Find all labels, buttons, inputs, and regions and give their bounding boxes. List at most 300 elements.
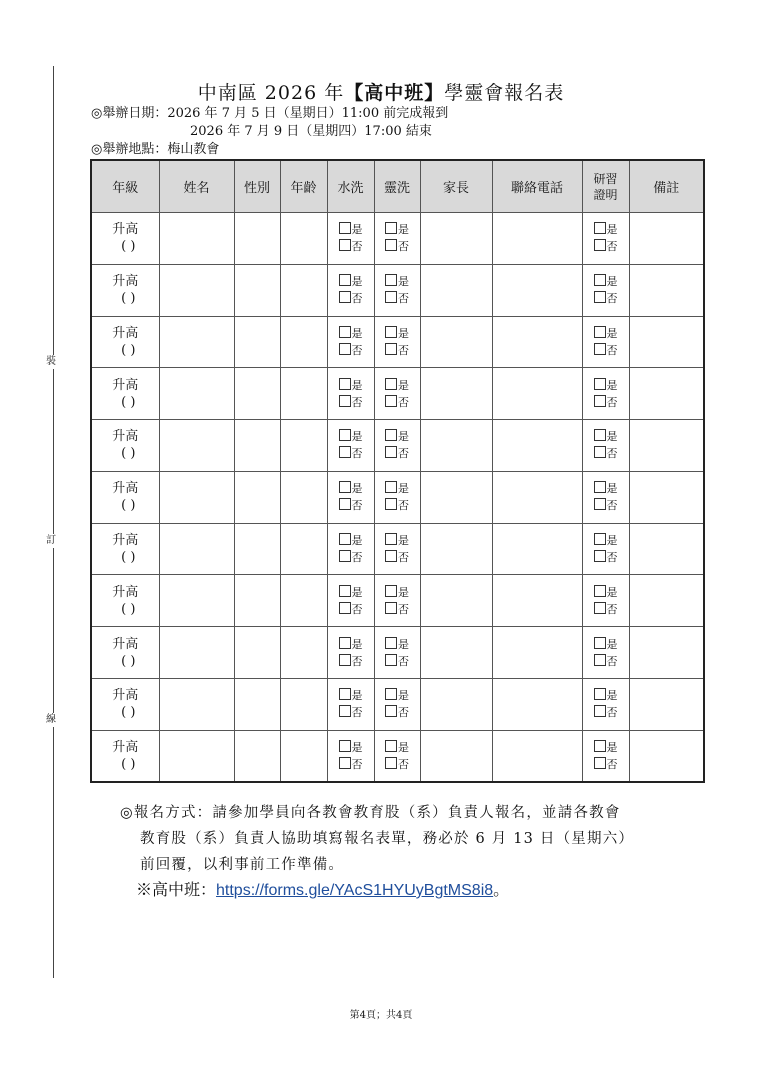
- no-label: 否: [606, 240, 618, 254]
- grade-label: 升高: [112, 274, 139, 290]
- yes-checkbox[interactable]: [339, 274, 351, 286]
- certificate-cell: [582, 471, 629, 523]
- table-row: [91, 264, 704, 316]
- note-line-3: 前回覆，以利事前工作準備。: [140, 857, 345, 873]
- yes-label: 是: [351, 585, 363, 599]
- table-row: [91, 730, 704, 782]
- yes-label: 是: [351, 740, 363, 754]
- certificate-cell: [582, 523, 629, 575]
- event-location-line: ◎舉辦地點：梅山教會: [91, 142, 220, 157]
- binding-mark-xian: 線: [46, 714, 56, 725]
- spirit-baptism-cell: [374, 264, 420, 316]
- water-baptism-cell: [327, 368, 374, 420]
- header-gender: 性別: [234, 160, 280, 213]
- parent-cell[interactable]: [420, 678, 492, 730]
- phone-cell[interactable]: [492, 471, 582, 523]
- phone-cell[interactable]: [492, 264, 582, 316]
- no-checkbox[interactable]: [339, 395, 351, 407]
- no-label: 否: [398, 706, 409, 720]
- yes-label: 是: [398, 430, 409, 444]
- grade-paren[interactable]: ( ): [121, 446, 136, 462]
- no-checkbox[interactable]: [385, 291, 397, 303]
- event-date-line: ◎舉辦日期：2026 年 7 月 5 日（星期日）11:00 前完成報到: [91, 106, 449, 121]
- water-baptism-cell: [327, 730, 374, 782]
- remarks-cell[interactable]: [629, 264, 704, 316]
- yes-label: 是: [398, 585, 409, 599]
- yes-label: 是: [351, 430, 363, 444]
- spirit-baptism-cell: [374, 213, 420, 265]
- table-row: [91, 420, 704, 472]
- gender-cell[interactable]: [234, 678, 280, 730]
- water-baptism-cell: [327, 471, 374, 523]
- grade-label: 升高: [112, 688, 139, 704]
- no-label: 否: [398, 343, 409, 357]
- grade-cell[interactable]: [91, 368, 159, 420]
- yes-checkbox[interactable]: [594, 585, 606, 597]
- form-link-prefix: ※高中班：: [136, 882, 217, 899]
- no-checkbox[interactable]: [385, 602, 397, 614]
- no-label: 否: [398, 654, 409, 668]
- certificate-cell: [582, 420, 629, 472]
- page-footer: 第4頁；共4頁: [349, 1010, 413, 1021]
- parent-cell[interactable]: [420, 575, 492, 627]
- certificate-cell: [582, 213, 629, 265]
- gender-cell[interactable]: [234, 264, 280, 316]
- yes-checkbox[interactable]: [385, 378, 397, 390]
- grade-cell[interactable]: [91, 420, 159, 472]
- no-checkbox[interactable]: [594, 757, 606, 769]
- age-cell[interactable]: [280, 523, 327, 575]
- no-label: 否: [351, 706, 363, 720]
- spirit-baptism-cell: [374, 420, 420, 472]
- gender-cell[interactable]: [234, 575, 280, 627]
- grade-paren[interactable]: ( ): [121, 498, 136, 514]
- phone-cell[interactable]: [492, 575, 582, 627]
- header-remarks: 備註: [629, 160, 704, 213]
- yes-checkbox[interactable]: [339, 688, 351, 700]
- gender-cell[interactable]: [234, 316, 280, 368]
- title-highlight: 【高中班】: [344, 82, 445, 104]
- grade-paren[interactable]: ( ): [121, 291, 136, 307]
- yes-checkbox[interactable]: [385, 740, 397, 752]
- remarks-cell[interactable]: [629, 523, 704, 575]
- binding-line: [53, 66, 54, 978]
- header-certificate: [582, 160, 629, 213]
- no-label: 否: [606, 654, 618, 668]
- spirit-baptism-cell: [374, 678, 420, 730]
- yes-label: 是: [398, 689, 409, 703]
- parent-cell[interactable]: [420, 471, 492, 523]
- certificate-cell: [582, 264, 629, 316]
- no-label: 否: [351, 343, 363, 357]
- registration-notes: [120, 800, 710, 904]
- no-label: 否: [398, 499, 409, 513]
- name-cell[interactable]: [159, 730, 234, 782]
- grade-paren[interactable]: ( ): [121, 394, 136, 410]
- gender-cell[interactable]: [234, 730, 280, 782]
- no-label: 否: [398, 292, 409, 306]
- yes-label: 是: [351, 689, 363, 703]
- phone-cell[interactable]: [492, 368, 582, 420]
- yes-checkbox[interactable]: [594, 429, 606, 441]
- no-label: 否: [398, 447, 409, 461]
- age-cell[interactable]: [280, 420, 327, 472]
- spirit-baptism-cell: [374, 523, 420, 575]
- gender-cell[interactable]: [234, 471, 280, 523]
- no-label: 否: [606, 499, 618, 513]
- grade-label: 升高: [112, 584, 139, 600]
- yes-label: 是: [606, 585, 618, 599]
- grade-cell[interactable]: [91, 523, 159, 575]
- phone-cell[interactable]: [492, 730, 582, 782]
- yes-checkbox[interactable]: [339, 637, 351, 649]
- no-label: 否: [606, 602, 618, 616]
- no-checkbox[interactable]: [594, 602, 606, 614]
- no-checkbox[interactable]: [385, 395, 397, 407]
- no-label: 否: [606, 292, 618, 306]
- yes-checkbox[interactable]: [385, 688, 397, 700]
- remarks-cell[interactable]: [629, 678, 704, 730]
- spirit-baptism-cell: [374, 368, 420, 420]
- grade-cell[interactable]: [91, 627, 159, 679]
- remarks-cell[interactable]: [629, 213, 704, 265]
- parent-cell[interactable]: [420, 730, 492, 782]
- yes-label: 是: [351, 275, 363, 289]
- yes-label: 是: [351, 637, 363, 651]
- no-label: 否: [398, 602, 409, 616]
- yes-checkbox[interactable]: [385, 222, 397, 234]
- no-label: 否: [606, 550, 618, 564]
- grade-paren[interactable]: ( ): [121, 705, 136, 721]
- no-checkbox[interactable]: [339, 654, 351, 666]
- table-row: [91, 575, 704, 627]
- yes-checkbox[interactable]: [594, 378, 606, 390]
- no-checkbox[interactable]: [385, 498, 397, 510]
- yes-checkbox[interactable]: [339, 481, 351, 493]
- yes-checkbox[interactable]: [385, 481, 397, 493]
- age-cell[interactable]: [280, 678, 327, 730]
- parent-cell[interactable]: [420, 523, 492, 575]
- yes-label: 是: [351, 533, 363, 547]
- yes-checkbox[interactable]: [385, 429, 397, 441]
- name-cell[interactable]: [159, 368, 234, 420]
- name-cell[interactable]: [159, 213, 234, 265]
- header-certificate-line1: 研習: [593, 171, 618, 186]
- header-certificate-line2: 證明: [593, 187, 618, 202]
- certificate-cell: [582, 730, 629, 782]
- header-parent: 家長: [420, 160, 492, 213]
- note-line-2: 教育股（系）負責人協助填寫報名表單，務必於 6 月 13 日（星期六）: [140, 831, 635, 847]
- yes-checkbox[interactable]: [385, 533, 397, 545]
- name-cell[interactable]: [159, 575, 234, 627]
- note-line-1: ◎報名方式：請參加學員向各教會教育股（系）負責人報名，並請各教會: [120, 805, 621, 821]
- no-checkbox[interactable]: [385, 654, 397, 666]
- no-checkbox[interactable]: [385, 239, 397, 251]
- gender-cell[interactable]: [234, 213, 280, 265]
- water-baptism-cell: [327, 264, 374, 316]
- name-cell[interactable]: [159, 678, 234, 730]
- form-link-suffix: 。: [493, 882, 510, 899]
- no-checkbox[interactable]: [594, 550, 606, 562]
- phone-cell[interactable]: [492, 627, 582, 679]
- table-row: [91, 213, 704, 265]
- event-end-line: 2026 年 7 月 9 日（星期四）17:00 結束: [190, 124, 432, 139]
- no-label: 否: [351, 499, 363, 513]
- no-checkbox[interactable]: [339, 239, 351, 251]
- phone-cell[interactable]: [492, 213, 582, 265]
- water-baptism-cell: [327, 575, 374, 627]
- no-label: 否: [398, 240, 409, 254]
- spirit-baptism-cell: [374, 471, 420, 523]
- gender-cell[interactable]: [234, 627, 280, 679]
- yes-checkbox[interactable]: [339, 429, 351, 441]
- yes-checkbox[interactable]: [594, 740, 606, 752]
- page-title: [0, 78, 762, 105]
- table-row: [91, 678, 704, 730]
- yes-label: 是: [351, 482, 363, 496]
- parent-cell[interactable]: [420, 420, 492, 472]
- phone-cell[interactable]: [492, 523, 582, 575]
- no-checkbox[interactable]: [339, 343, 351, 355]
- no-label: 否: [351, 292, 363, 306]
- age-cell[interactable]: [280, 213, 327, 265]
- yes-checkbox[interactable]: [385, 637, 397, 649]
- grade-label: 升高: [112, 377, 139, 393]
- yes-checkbox[interactable]: [339, 378, 351, 390]
- grade-paren[interactable]: ( ): [121, 601, 136, 617]
- parent-cell[interactable]: [420, 316, 492, 368]
- no-checkbox[interactable]: [594, 239, 606, 251]
- registration-table: [90, 159, 705, 783]
- yes-label: 是: [606, 482, 618, 496]
- remarks-cell[interactable]: [629, 368, 704, 420]
- grade-cell[interactable]: [91, 575, 159, 627]
- gender-cell[interactable]: [234, 420, 280, 472]
- no-label: 否: [351, 240, 363, 254]
- spirit-baptism-cell: [374, 316, 420, 368]
- table-row: [91, 368, 704, 420]
- no-label: 否: [398, 395, 409, 409]
- yes-label: 是: [398, 223, 409, 237]
- age-cell[interactable]: [280, 575, 327, 627]
- phone-cell[interactable]: [492, 316, 582, 368]
- table-row: [91, 627, 704, 679]
- name-cell[interactable]: [159, 471, 234, 523]
- table-row: [91, 316, 704, 368]
- title-suffix: 學靈會報名表: [444, 82, 565, 104]
- name-cell[interactable]: [159, 523, 234, 575]
- grade-cell[interactable]: [91, 264, 159, 316]
- no-checkbox[interactable]: [385, 446, 397, 458]
- yes-checkbox[interactable]: [594, 326, 606, 338]
- yes-label: 是: [398, 378, 409, 392]
- certificate-cell: [582, 368, 629, 420]
- yes-label: 是: [606, 637, 618, 651]
- grade-label: 升高: [112, 739, 139, 755]
- parent-cell[interactable]: [420, 627, 492, 679]
- spirit-baptism-cell: [374, 627, 420, 679]
- binding-mark-ding: 訂: [46, 535, 56, 546]
- grade-paren[interactable]: ( ): [121, 653, 136, 669]
- no-checkbox[interactable]: [594, 291, 606, 303]
- age-cell[interactable]: [280, 316, 327, 368]
- table-row: [91, 471, 704, 523]
- grade-paren[interactable]: ( ): [121, 342, 136, 358]
- certificate-cell: [582, 316, 629, 368]
- yes-checkbox[interactable]: [339, 740, 351, 752]
- no-label: 否: [606, 395, 618, 409]
- no-label: 否: [351, 654, 363, 668]
- yes-label: 是: [606, 326, 618, 340]
- no-checkbox[interactable]: [385, 343, 397, 355]
- yes-checkbox[interactable]: [339, 326, 351, 338]
- no-label: 否: [606, 343, 618, 357]
- no-checkbox[interactable]: [339, 498, 351, 510]
- grade-cell[interactable]: [91, 213, 159, 265]
- yes-label: 是: [351, 378, 363, 392]
- table-header-row: [91, 160, 704, 213]
- no-checkbox[interactable]: [339, 291, 351, 303]
- grade-paren[interactable]: ( ): [121, 239, 136, 255]
- yes-label: 是: [606, 275, 618, 289]
- header-phone: 聯絡電話: [492, 160, 582, 213]
- yes-checkbox[interactable]: [385, 274, 397, 286]
- water-baptism-cell: [327, 316, 374, 368]
- form-link-line: [120, 878, 710, 904]
- yes-checkbox[interactable]: [594, 533, 606, 545]
- grade-cell[interactable]: [91, 730, 159, 782]
- grade-paren[interactable]: ( ): [121, 549, 136, 565]
- yes-checkbox[interactable]: [385, 326, 397, 338]
- no-label: 否: [351, 550, 363, 564]
- no-checkbox[interactable]: [339, 446, 351, 458]
- table-row: [91, 523, 704, 575]
- yes-checkbox[interactable]: [594, 222, 606, 234]
- age-cell[interactable]: [280, 730, 327, 782]
- grade-label: 升高: [112, 636, 139, 652]
- remarks-cell[interactable]: [629, 316, 704, 368]
- yes-checkbox[interactable]: [594, 688, 606, 700]
- no-checkbox[interactable]: [385, 550, 397, 562]
- water-baptism-cell: [327, 213, 374, 265]
- no-checkbox[interactable]: [594, 654, 606, 666]
- yes-label: 是: [398, 533, 409, 547]
- yes-checkbox[interactable]: [339, 222, 351, 234]
- certificate-cell: [582, 678, 629, 730]
- yes-label: 是: [606, 533, 618, 547]
- grade-label: 升高: [112, 429, 139, 445]
- remarks-cell[interactable]: [629, 420, 704, 472]
- phone-cell[interactable]: [492, 420, 582, 472]
- phone-cell[interactable]: [492, 678, 582, 730]
- name-cell[interactable]: [159, 420, 234, 472]
- yes-checkbox[interactable]: [594, 637, 606, 649]
- water-baptism-cell: [327, 523, 374, 575]
- no-label: 否: [351, 447, 363, 461]
- remarks-cell[interactable]: [629, 730, 704, 782]
- title-prefix: 中南區 2026 年: [197, 82, 345, 104]
- grade-label: 升高: [112, 222, 139, 238]
- no-checkbox[interactable]: [339, 705, 351, 717]
- yes-checkbox[interactable]: [594, 274, 606, 286]
- certificate-cell: [582, 627, 629, 679]
- name-cell[interactable]: [159, 627, 234, 679]
- yes-label: 是: [398, 326, 409, 340]
- no-checkbox[interactable]: [385, 705, 397, 717]
- yes-checkbox[interactable]: [339, 533, 351, 545]
- water-baptism-cell: [327, 627, 374, 679]
- no-label: 否: [351, 395, 363, 409]
- no-label: 否: [606, 447, 618, 461]
- no-checkbox[interactable]: [594, 446, 606, 458]
- age-cell[interactable]: [280, 264, 327, 316]
- grade-cell[interactable]: [91, 316, 159, 368]
- age-cell[interactable]: [280, 471, 327, 523]
- yes-label: 是: [398, 275, 409, 289]
- no-checkbox[interactable]: [594, 705, 606, 717]
- form-link[interactable]: https://forms.gle/YAcS1HYUyBgtMS8i8: [216, 882, 494, 899]
- name-cell[interactable]: [159, 316, 234, 368]
- water-baptism-cell: [327, 420, 374, 472]
- remarks-cell[interactable]: [629, 575, 704, 627]
- no-label: 否: [606, 757, 618, 771]
- header-age: 年齡: [280, 160, 327, 213]
- yes-checkbox[interactable]: [594, 481, 606, 493]
- no-checkbox[interactable]: [339, 757, 351, 769]
- yes-label: 是: [606, 689, 618, 703]
- age-cell[interactable]: [280, 368, 327, 420]
- parent-cell[interactable]: [420, 264, 492, 316]
- no-checkbox[interactable]: [594, 498, 606, 510]
- no-label: 否: [606, 706, 618, 720]
- grade-label: 升高: [112, 532, 139, 548]
- grade-label: 升高: [112, 481, 139, 497]
- no-label: 否: [351, 757, 363, 771]
- yes-label: 是: [606, 430, 618, 444]
- no-checkbox[interactable]: [594, 395, 606, 407]
- header-water-baptism: 水洗: [327, 160, 374, 213]
- yes-label: 是: [606, 378, 618, 392]
- yes-label: 是: [351, 326, 363, 340]
- yes-label: 是: [398, 637, 409, 651]
- yes-label: 是: [398, 482, 409, 496]
- no-checkbox[interactable]: [385, 757, 397, 769]
- gender-cell[interactable]: [234, 523, 280, 575]
- yes-label: 是: [606, 223, 618, 237]
- grade-paren[interactable]: ( ): [121, 756, 136, 772]
- grade-cell[interactable]: [91, 678, 159, 730]
- yes-checkbox[interactable]: [385, 585, 397, 597]
- yes-checkbox[interactable]: [339, 585, 351, 597]
- no-label: 否: [398, 757, 409, 771]
- parent-cell[interactable]: [420, 213, 492, 265]
- remarks-cell[interactable]: [629, 627, 704, 679]
- parent-cell[interactable]: [420, 368, 492, 420]
- no-checkbox[interactable]: [339, 602, 351, 614]
- yes-label: 是: [351, 223, 363, 237]
- no-checkbox[interactable]: [339, 550, 351, 562]
- remarks-cell[interactable]: [629, 471, 704, 523]
- yes-label: 是: [398, 740, 409, 754]
- name-cell[interactable]: [159, 264, 234, 316]
- spirit-baptism-cell: [374, 730, 420, 782]
- grade-cell[interactable]: [91, 471, 159, 523]
- no-checkbox[interactable]: [594, 343, 606, 355]
- spirit-baptism-cell: [374, 575, 420, 627]
- age-cell[interactable]: [280, 627, 327, 679]
- gender-cell[interactable]: [234, 368, 280, 420]
- table-body: [91, 213, 704, 783]
